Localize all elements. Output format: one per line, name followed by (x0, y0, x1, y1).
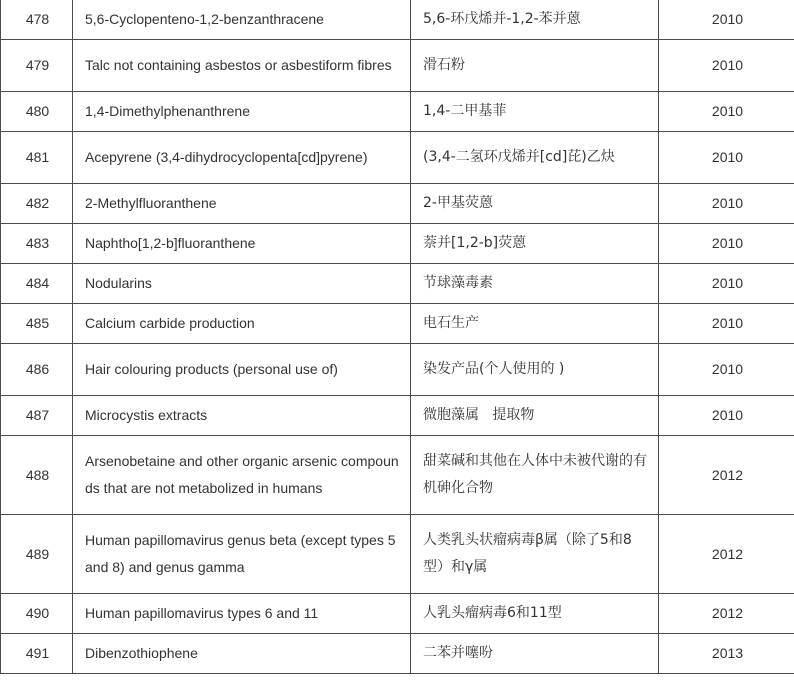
table-row (1, 344, 794, 396)
row-number: 481 (1, 132, 73, 184)
year-cell: 2012 (659, 594, 794, 634)
agent-name-english: Naphtho[1,2-b]fluoranthene (73, 224, 411, 264)
table-row (1, 92, 794, 132)
year-cell: 2010 (659, 304, 794, 344)
agent-name-english: Talc not containing asbestos or asbestiform fibres (73, 40, 411, 92)
year-cell: 2010 (659, 184, 794, 224)
row-number: 488 (1, 436, 73, 515)
year-cell: 2010 (659, 396, 794, 436)
agent-name-english: Human papillomavirus genus beta (except types 5 and 8) and genus gamma (73, 515, 411, 594)
agent-name-chinese: 人乳头瘤病毒6和11型 (411, 594, 659, 634)
year-cell: 2010 (659, 40, 794, 92)
table-row (1, 634, 794, 674)
row-number: 483 (1, 224, 73, 264)
row-number: 490 (1, 594, 73, 634)
agent-name-chinese: 人类乳头状瘤病毒β属（除了5和8型）和γ属 (411, 515, 659, 594)
agent-name-chinese: 滑石粉 (411, 40, 659, 92)
agent-name-chinese: 节球藻毒素 (411, 264, 659, 304)
table-row (1, 396, 794, 436)
year-cell: 2010 (659, 224, 794, 264)
agent-name-chinese: 微胞藻属 提取物 (411, 396, 659, 436)
table-row (1, 436, 794, 515)
year-cell: 2010 (659, 92, 794, 132)
table-body (1, 0, 794, 674)
agent-name-english: Human papillomavirus types 6 and 11 (73, 594, 411, 634)
row-number: 482 (1, 184, 73, 224)
agent-name-chinese: 萘并[1,2-b]荧蒽 (411, 224, 659, 264)
agent-name-chinese: 电石生产 (411, 304, 659, 344)
row-number: 484 (1, 264, 73, 304)
agent-name-english: Arsenobetaine and other organic arsenic compounds that are not metabolized in humans (73, 436, 411, 515)
table-row (1, 515, 794, 594)
agent-name-chinese: 2-甲基荧蒽 (411, 184, 659, 224)
year-cell: 2010 (659, 344, 794, 396)
table-row (1, 132, 794, 184)
agent-name-chinese: 甜菜碱和其他在人体中未被代谢的有机砷化合物 (411, 436, 659, 515)
agent-name-chinese: 染发产品(个人使用的 ) (411, 344, 659, 396)
row-number: 485 (1, 304, 73, 344)
agent-name-english: 1,4-Dimethylphenanthrene (73, 92, 411, 132)
agent-name-english: Calcium carbide production (73, 304, 411, 344)
year-cell: 2010 (659, 0, 794, 40)
row-number: 480 (1, 92, 73, 132)
agent-name-english: Hair colouring products (personal use of) (73, 344, 411, 396)
year-cell: 2012 (659, 436, 794, 515)
agent-name-english: Microcystis extracts (73, 396, 411, 436)
agent-name-chinese: 1,4-二甲基菲 (411, 92, 659, 132)
agent-name-english: Dibenzothiophene (73, 634, 411, 674)
row-number: 487 (1, 396, 73, 436)
row-number: 491 (1, 634, 73, 674)
row-number: 486 (1, 344, 73, 396)
row-number: 489 (1, 515, 73, 594)
agent-name-english: 2-Methylfluoranthene (73, 184, 411, 224)
table-row (1, 594, 794, 634)
agent-name-chinese: (3,4-二氢环戊烯并[cd]芘)乙炔 (411, 132, 659, 184)
table-row (1, 224, 794, 264)
table-row (1, 184, 794, 224)
row-number: 478 (1, 0, 73, 40)
table-row (1, 264, 794, 304)
agent-name-chinese: 二苯并噻吩 (411, 634, 659, 674)
agent-name-chinese: 5,6-环戊烯并-1,2-苯并蒽 (411, 0, 659, 40)
agent-name-english: Nodularins (73, 264, 411, 304)
table-row (1, 40, 794, 92)
agent-name-english: Acepyrene (3,4-dihydrocyclopenta[cd]pyrene) (73, 132, 411, 184)
agent-name-english: 5,6-Cyclopenteno-1,2-benzanthracene (73, 0, 411, 40)
table-row (1, 0, 794, 40)
year-cell: 2012 (659, 515, 794, 594)
row-number: 479 (1, 40, 73, 92)
year-cell: 2010 (659, 132, 794, 184)
table-row (1, 304, 794, 344)
year-cell: 2013 (659, 634, 794, 674)
year-cell: 2010 (659, 264, 794, 304)
